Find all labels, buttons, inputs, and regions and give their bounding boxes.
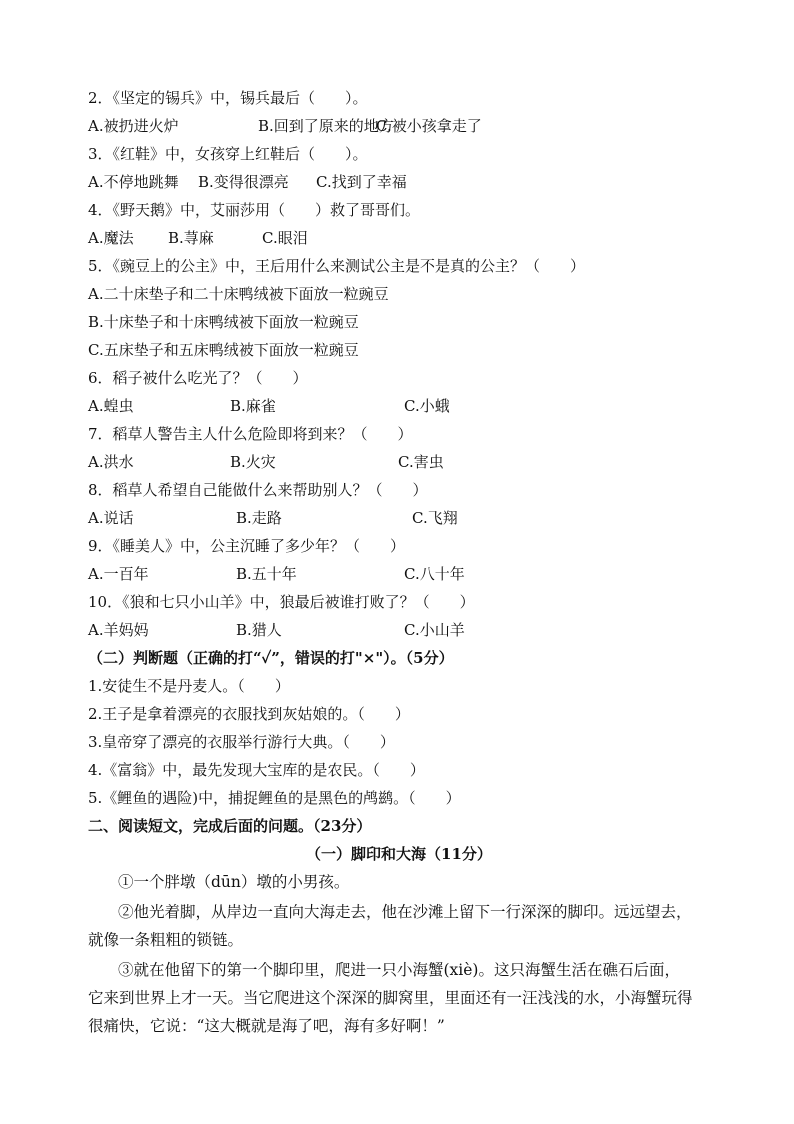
question-7-option-a: A.洪水: [88, 453, 134, 471]
question-4-option-c: C.眼泪: [262, 229, 308, 247]
question-8-option-c: C.飞翔: [412, 509, 458, 527]
question-6-stem: 6．稻子被什么吃光了？（ ）: [88, 369, 308, 387]
question-9-option-b: B.五十年: [236, 565, 297, 583]
passage-paragraph-2-line-1: ②他光着脚，从岸边一直向大海走去，他在沙滩上留下一行深深的脚印。远远望去，: [118, 903, 692, 921]
question-7-option-b: B.火灾: [230, 453, 276, 471]
question-5-option-c: C.五床垫子和五床鸭绒被下面放一粒豌豆: [88, 341, 359, 359]
question-9-stem: 9．《睡美人》中，公主沉睡了多少年？（ ）: [88, 537, 406, 555]
question-3-option-c: C.找到了幸福: [316, 173, 407, 191]
question-9-option-c: C.八十年: [404, 565, 465, 583]
question-3-option-b: B.变得很漂亮: [198, 173, 289, 191]
question-10-option-b: B.猎人: [236, 621, 282, 639]
question-4-option-b: B.荨麻: [168, 229, 214, 247]
passage-paragraph-3-line-3: 很痛快，它说：“这大概就是海了吧，海有多好啊！”: [88, 1017, 445, 1035]
question-8-stem: 8．稻草人希望自己能做什么来帮助别人？（ ）: [88, 481, 428, 499]
question-7-stem: 7．稻草人警告主人什么危险即将到来？（ ）: [88, 425, 413, 443]
question-7-option-c: C.害虫: [398, 453, 444, 471]
judge-item: 1.安徒生不是丹麦人。（ ）: [88, 677, 290, 695]
question-4-option-a: A.魔法: [88, 229, 134, 247]
passage-paragraph-2-line-2: 就像一条粗粗的锁链。: [88, 931, 244, 949]
judge-item: 4.《富翁》中，最先发现大宝库的是农民。（ ）: [88, 761, 425, 779]
question-8-option-a: A.说话: [88, 509, 134, 527]
question-5-option-a: A.二十床垫子和二十床鸭绒被下面放一粒豌豆: [88, 285, 389, 303]
question-2-option-c: C.被小孩拿走了: [376, 117, 482, 135]
passage-paragraph-3-line-1: ③就在他留下的第一个脚印里，爬进一只小海蟹(xiè)。这只海蟹生活在礁石后面，: [118, 961, 680, 979]
question-10-stem: 10．《狼和七只小山羊》中，狼最后被谁打败了？（ ）: [88, 593, 475, 611]
question-10-option-a: A.羊妈妈: [88, 621, 149, 639]
question-3-option-a: A.不停地跳舞: [88, 173, 179, 191]
question-5-option-b: B.十床垫子和十床鸭绒被下面放一粒豌豆: [88, 313, 359, 331]
question-6-option-c: C.小蛾: [404, 397, 450, 415]
passage-paragraph-3-line-2: 它来到世界上才一天。当它爬进这个深深的脚窝里，里面还有一汪浅浅的水，小海蟹玩得: [88, 989, 693, 1007]
question-9-option-a: A.一百年: [88, 565, 149, 583]
question-2-stem: 2．《坚定的锡兵》中，锡兵最后（ ）。: [88, 89, 368, 107]
judge-item: 5.《鲤鱼的遇险)中，捕捉鲤鱼的是黑色的鸬鹚。（ ）: [88, 789, 461, 807]
question-10-option-c: C.小山羊: [404, 621, 465, 639]
judge-section-heading: （二）判断题（正确的打“✓”，错误的打"×"）。（5分）: [88, 649, 454, 667]
question-3-stem: 3．《红鞋》中，女孩穿上红鞋后（ ）。: [88, 145, 368, 163]
question-6-option-a: A.蝗虫: [88, 397, 134, 415]
question-2-option-a: A.被扔进火炉: [88, 117, 179, 135]
reading-section-heading: 二、阅读短文，完成后面的问题。（23分）: [88, 817, 372, 835]
passage-title: （一）脚印和大海（11分）: [306, 845, 492, 863]
judge-item: 2.王子是拿着漂亮的衣服找到灰姑娘的。（ ）: [88, 705, 410, 723]
judge-item: 3.皇帝穿了漂亮的衣服举行游行大典。（ ）: [88, 733, 395, 751]
question-2-option-b: B.回到了原来的地方: [258, 117, 394, 135]
question-6-option-b: B.麻雀: [230, 397, 276, 415]
question-8-option-b: B.走路: [236, 509, 282, 527]
question-4-stem: 4．《野天鹅》中，艾丽莎用（ ）救了哥哥们。: [88, 201, 421, 219]
passage-paragraph-1: ①一个胖墩（dūn）墩的小男孩。: [118, 873, 350, 891]
question-5-stem: 5．《豌豆上的公主》中，王后用什么来测试公主是不是真的公主？（ ）: [88, 257, 586, 275]
